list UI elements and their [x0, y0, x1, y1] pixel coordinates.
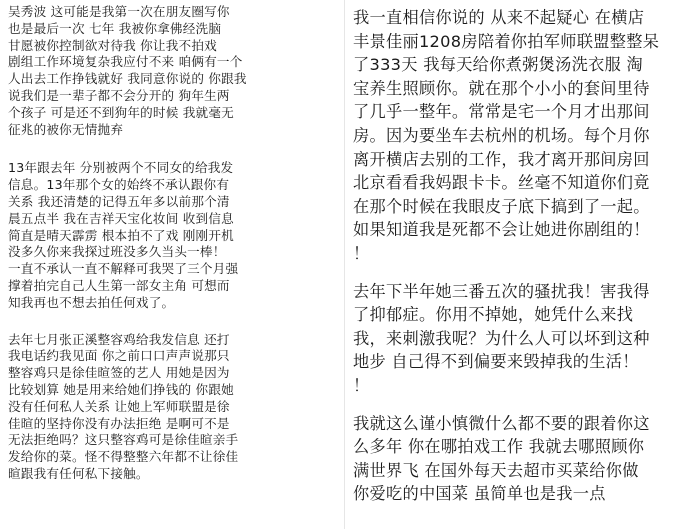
right-text-panel	[345, 0, 700, 529]
right-paragraph-3: 我就这么谨小慎微什么都不要的跟着你这 么多年 你在哪拍戏工作 我就去哪照顾你 满世界飞 在国外每天去超市买菜给你做 你爱吃的中国菜 虽简单也是我一点	[353, 413, 650, 504]
left-paragraph-1: 吴秀波 这可能是我第一次在朋友圈写你 也是最后一次 七年 我被你拿佛经洗脑 甘愿被你控制欲对待我 你让我不拍戏 剧组工作环境复杂我应付不来 咱俩有一个 人出去工作挣钱就好 我同意你说的 你跟我 说我们是一辈子都不会分开的 狗年生两 个孩子 可是还不到狗年的时候 我就毫无 征兆的被你无情抛弃	[8, 4, 247, 137]
left-paragraph-3: 去年七月张正溪整容鸡给我发信息 还打 我电话约我见面 你之前口口声声说那只 整容鸡只是徐佳暄签的艺人 用她是因为 比较划算 她是用来给她们挣钱的 你跟她 没有任何私人关系 让她上军师联盟是徐 佳暄的坚持你没有办法拒绝 是啊可不是 无法拒绝吗？这只整容鸡可是徐佳暄亲手 发给你的菜。怪不得整整六年都不让徐佳 暄跟我有任何私下接触。	[8, 331, 239, 481]
right-paragraph-1: 我一直相信你说的 从来不起疑心 在横店 丰景佳丽1208房陪着你拍军师联盟整整呆 了333天 我每天给你煮粥煲汤洗衣服 淘 宝养生照顾你。就在那个小小的套间里待 了几乎一整年。常常是宅一个月才出那间 房。因为要坐车去杭州的机场。每个月你 离开横店去别的工作，我才离开那间房回 北京看看我妈跟卡卡。丝毫不知道你们竟 在那个时候在我眼皮子底下搞到了一起。 如果知道我是死都不会让她进你剧组的！ ！	[353, 8, 660, 263]
left-text-panel	[0, 0, 345, 529]
left-paragraph-2: 13年跟去年 分别被两个不同女的给我发 信息。13年那个女的始终不承认跟你有 关系 我还清楚的记得五年多以前那个清 晨五点半 我在吉祥天宝化妆间 收到信息 简直是晴天霹雳 根本拍不了戏 刚刚开机 没多久你来我探过班没多久当头一棒！ 一直不承认一直不解释可我哭了三个月强 撑着拍完自己人生第一部女主角 可想而 知我再也不想去拍任何戏了。	[8, 160, 239, 310]
right-paragraph-2: 去年下半年她三番五次的骚扰我！害我得 了抑郁症。你用不掉她，她凭什么来找 我，来刺激我呢？为什么人可以坏到这种 地步 自己得不到偏要来毁掉我的生活！ ！	[353, 281, 650, 395]
